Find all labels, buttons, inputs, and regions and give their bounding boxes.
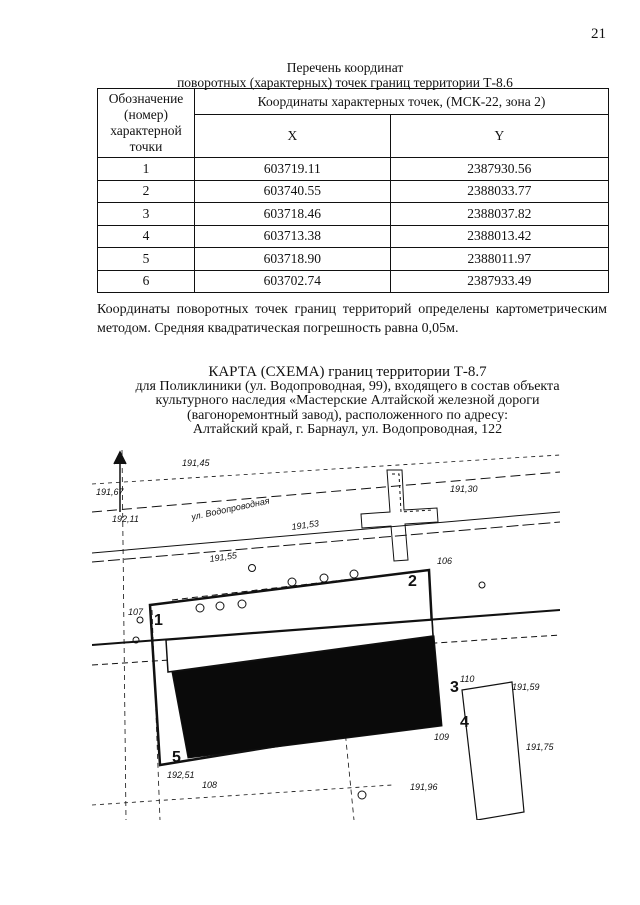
- elevation-label: 191,53: [290, 518, 320, 532]
- map-title-line3: культурного наследия «Мастерские Алтайской железной дороги: [155, 393, 540, 408]
- table-row: [98, 225, 609, 248]
- point-id-label: 106: [437, 556, 453, 566]
- point-number: 4: [98, 225, 195, 248]
- point-id-label: 109: [434, 732, 450, 742]
- point-id-label: 107: [128, 607, 144, 617]
- x-value: 603718.90: [195, 248, 391, 271]
- x-value: 603713.38: [195, 225, 391, 248]
- table-row: [98, 248, 609, 271]
- elevation-label: 192,51: [167, 770, 195, 780]
- elevation-label: 191,67: [96, 487, 124, 497]
- y-value: 2388011.97: [390, 248, 608, 271]
- elevation-label: 191,59: [512, 682, 540, 692]
- y-value: 2388037.82: [390, 203, 608, 226]
- neighbor-building: [462, 682, 524, 820]
- elevation-label: 191,75: [526, 742, 554, 752]
- point-number-header: Обозначение (номер) характерной точки: [98, 89, 195, 158]
- elevation-label: 191,55: [208, 550, 238, 564]
- map-title-line5: Алтайский край, г. Барнаул, ул. Водопроводная, 122: [192, 422, 503, 437]
- accuracy-note: Координаты поворотных точек границ территорий определены картометрическим методом. Средняя квадратическая погрешность равна 0,05м.: [97, 302, 607, 336]
- y-header: Y: [390, 115, 608, 158]
- territory-map: [92, 450, 560, 820]
- coordinates-header: Координаты характерных точек, (МСК-22, зона 2): [195, 89, 609, 115]
- table-title-line2: поворотных (характерных) точек границ территории Т-8.6: [177, 75, 513, 90]
- vertex-label: 3: [450, 679, 459, 696]
- y-value: 2388013.42: [390, 225, 608, 248]
- x-value: 603740.55: [195, 180, 391, 203]
- vertex-label: 2: [408, 573, 417, 590]
- table-row: [98, 203, 609, 226]
- point-id-label: 110: [460, 674, 475, 684]
- elevation-label: 191,45: [182, 458, 210, 468]
- map-drawing: [92, 450, 560, 820]
- x-value: 603718.46: [195, 203, 391, 226]
- table-row: [98, 270, 609, 293]
- vertex-label: 1: [154, 612, 163, 629]
- elevation-label: 191,96: [410, 782, 438, 792]
- point-number: 6: [98, 270, 195, 293]
- x-value: 603702.74: [195, 270, 391, 293]
- map-title-line1: КАРТА (СХЕМА) границ территории Т-8.7: [208, 364, 487, 380]
- y-value: 2387930.56: [390, 158, 608, 181]
- point-number: 5: [98, 248, 195, 271]
- x-header: X: [195, 115, 391, 158]
- page-number: 21: [591, 26, 606, 42]
- point-number: 1: [98, 158, 195, 181]
- map-title-line4: (вагоноремонтный завод), расположенного по адресу:: [187, 407, 508, 423]
- table-title-line1: Перечень координат: [286, 60, 404, 75]
- vertex-label: 5: [172, 749, 181, 766]
- map-title-line2: для Поликлиники (ул. Водопроводная, 99), входящего в состав объекта: [135, 378, 560, 394]
- y-value: 2387933.49: [390, 270, 608, 293]
- table-row: [98, 158, 609, 181]
- point-number: 2: [98, 180, 195, 203]
- map-title: [95, 365, 600, 438]
- y-value: 2388033.77: [390, 180, 608, 203]
- elevation-label: 192,11: [112, 514, 139, 524]
- point-number: 3: [98, 203, 195, 226]
- x-value: 603719.11: [195, 158, 391, 181]
- point-id-label: 108: [202, 780, 218, 790]
- street-name-label: ул. Водопроводная: [190, 495, 271, 522]
- coordinates-table: [97, 88, 609, 293]
- table-title: [95, 60, 595, 90]
- elevation-label: 191,30: [450, 484, 478, 494]
- vertex-label: 4: [460, 714, 469, 731]
- table-row: [98, 180, 609, 203]
